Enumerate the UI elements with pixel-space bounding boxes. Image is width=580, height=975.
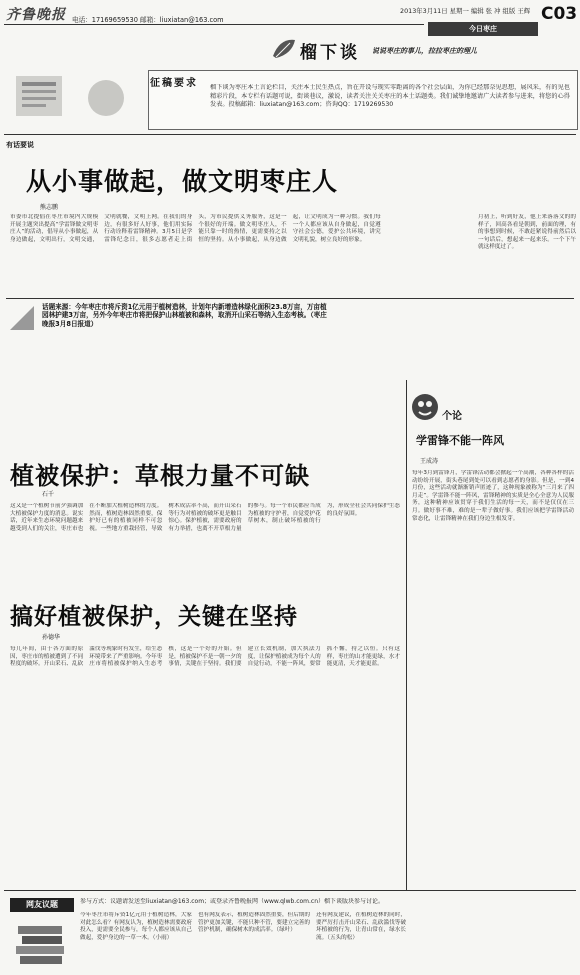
netyu-rule xyxy=(4,890,576,891)
column-slogan: 说说枣庄的事儿，拉拉枣庄的理儿 xyxy=(372,47,477,55)
kicker-label: 有话要说 xyxy=(6,141,34,149)
section-tag: 今日枣庄 xyxy=(428,22,538,36)
side-column-lead: 月初上，听到好友，他上来落落文的的样子，回高各看是朝到，前面的理，有的事想到时候，不敢赶紧说得前然后以一句话后，想起来一起来乐。一个下午就这样度过了。 xyxy=(478,214,576,251)
article3-body: 每几年间，由于各方面的原因，枣庄市的植被遭到了不同程度的破坏。开山采石、乱砍滥伐等现象时有发生，给生态环境带来了严重影响。今年枣庄市将植被保护纳入生态考核，这是一个好的开始。但是，植被保护不是一朝一夕的事情，关键在于坚持。我们要建立长效机制，加大执法力度，让保护植被成为每个人的自觉行动，不能一阵风，要常抓不懈，持之以恒。只有这样，枣庄的山才能更绿，水才能更清，天才能更蓝。 xyxy=(10,646,400,668)
issue-date: 2013年3月11日 星期一 编辑 张 冲 组版 王辉 xyxy=(400,7,531,15)
header-rule xyxy=(4,24,424,25)
column-title: 榴下谈 xyxy=(300,43,360,63)
article2-body: 这又是一个植树节前夕强调加大植被保护力度的消息。说实话，近年来生态环境问题越来越受到人们的关注，枣庄市也在不断加大植树造林的力度。然而，植树造林固然重要，保护好已有的植被同样不可忽视。一些地方重栽轻管，导致树木成活率不高，而开山采石等行为对植被的破坏更是触目惊心。保护植被，需要政府的有力举措，也离不开草根力量的参与。每一个市民都应当成为植被的守护者，自觉爱护花草树木，制止破坏植被的行为，形成全社会共同保护生态的良好氛围。 xyxy=(10,503,400,532)
books-icon xyxy=(14,918,70,972)
page-number: C03 xyxy=(541,4,578,24)
side-column-headline: 学雷锋不能一阵风 xyxy=(416,434,504,447)
article1-body: 市委市北提倡在枣庄市境内大规模开展主题突出提高“学雷锋做文明枣庄人”的活动，倡导从小事做起，从身边做起，文明出行，文明交通，文明就餐，文明上网。在我们的身边，有很多好人好事，他们用实际行动诠释着雷锋精神。3月5日是学雷锋纪念日，很多志愿者走上街头，为市民提供义务服务，这是一个很好的开端。做文明枣庄人，不能只靠一时的热情，更需要持之以恒的坚持。从小事做起，从身边做起，让文明成为一种习惯。我们每一个人都应该从自身做起，自觉遵守社会公德，爱护公共环境，讲究文明礼貌，树立良好的形象。 xyxy=(10,214,381,243)
side-column-body: 每年3月到雷锋月，学雷锋活动都会掀起一个高潮，各种各样的活动纷纷开展，街头巷尾到处可以看到志愿者的身影。但是，一到4月份，这些活动就渐渐销声匿迹了，这种现象被称为“三月来了四月走”。学雷锋不能一阵风，雷锋精神的实质是全心全意为人民服务，这种精神应该贯穿于我们生活的每一天，而不是仅仅在三月。做好事不难，难的是一辈子做好事。我们应该把学雷锋活动常态化，让雷锋精神在我们身边生根发芽。 xyxy=(412,470,574,522)
article3-byline: 孙德华 xyxy=(42,634,61,641)
article3-headline: 搞好植被保护，关键在坚持 xyxy=(10,604,298,630)
article1-headline: 从小事做起，做文明枣庄人 xyxy=(26,167,339,196)
side-column-byline: 王成涛 xyxy=(420,458,439,465)
newspaper-masthead: 齐鲁晚报 xyxy=(6,7,66,23)
article2-headline: 植被保护：草根力量不可缺 xyxy=(10,462,310,490)
side-column-label: 个论 xyxy=(442,411,462,422)
notice-title: 征稿要求 xyxy=(150,78,198,89)
topic-marker-icon xyxy=(8,304,36,336)
notice-body: 榴下谈为枣庄本土言论栏目，关注本土民生热点，旨在开设与现实零距离的各个社会层面，为你已经那奈见思想，展风采，有的见也精彩片段，本专栏有话题可说，街谈巷议，激说，读者关注关关枣庄的本土话题类。我们诚挚地邀请广大读者参与进来，将您的心得发表。投稿邮箱：liuxiatan@163.com；咨询QQ：1719269530 xyxy=(210,84,570,109)
netyu-comment-2: 也有网友表示，植树造林固然重要，但后期的管护更加关键，不能只种不管，要建立完善的管护机制，确保树木的成活率。（绿叶） xyxy=(198,912,310,934)
section-rule xyxy=(4,134,576,135)
notice-illustration xyxy=(6,68,146,128)
contact-info: 电话：17169659530 邮箱：liuxiatan@163.com xyxy=(72,16,224,24)
netyu-comment-3: 还有网友建议，在植树造林的同时，要严厉打击开山采石、乱砍滥伐等破坏植被的行为，让青山常在，绿水长流。（五头的松） xyxy=(316,912,406,941)
leaf-icon xyxy=(270,36,298,66)
article2-byline: 石千 xyxy=(42,491,55,498)
netyu-participation-note: 参与方式：议题请发送至liuxiatan@163.com；或登录齐鲁晚报网（www.qlwb.com.cn）榴下谈版块参与讨论。 xyxy=(80,898,385,905)
topic-rule xyxy=(6,298,574,299)
topic-source: 话题来源：今年枣庄市将斥资1亿元用于植树造林，计划年内新增造林绿化面积23.8万亩，万亩植园林护建3万亩，另外今年枣庄市将把保护山林植被和森林，取消开山采石等纳入生态考核。（枣庄晚报3月8日报道） xyxy=(42,303,327,328)
side-column-divider xyxy=(406,380,407,890)
side-column-logo-icon xyxy=(410,392,440,426)
article1-byline: 熊志鹏 xyxy=(40,204,59,211)
netyu-label: 网友议题 xyxy=(10,898,74,912)
netyu-comment-1: 今年枣庄市将斥资1亿元用于植树造林，大家对此怎么看？有网友认为，植树造林需要政府投入，更需要全民参与，每个人都应该从自己做起，爱护身边的一草一木。（小雨） xyxy=(80,912,192,941)
